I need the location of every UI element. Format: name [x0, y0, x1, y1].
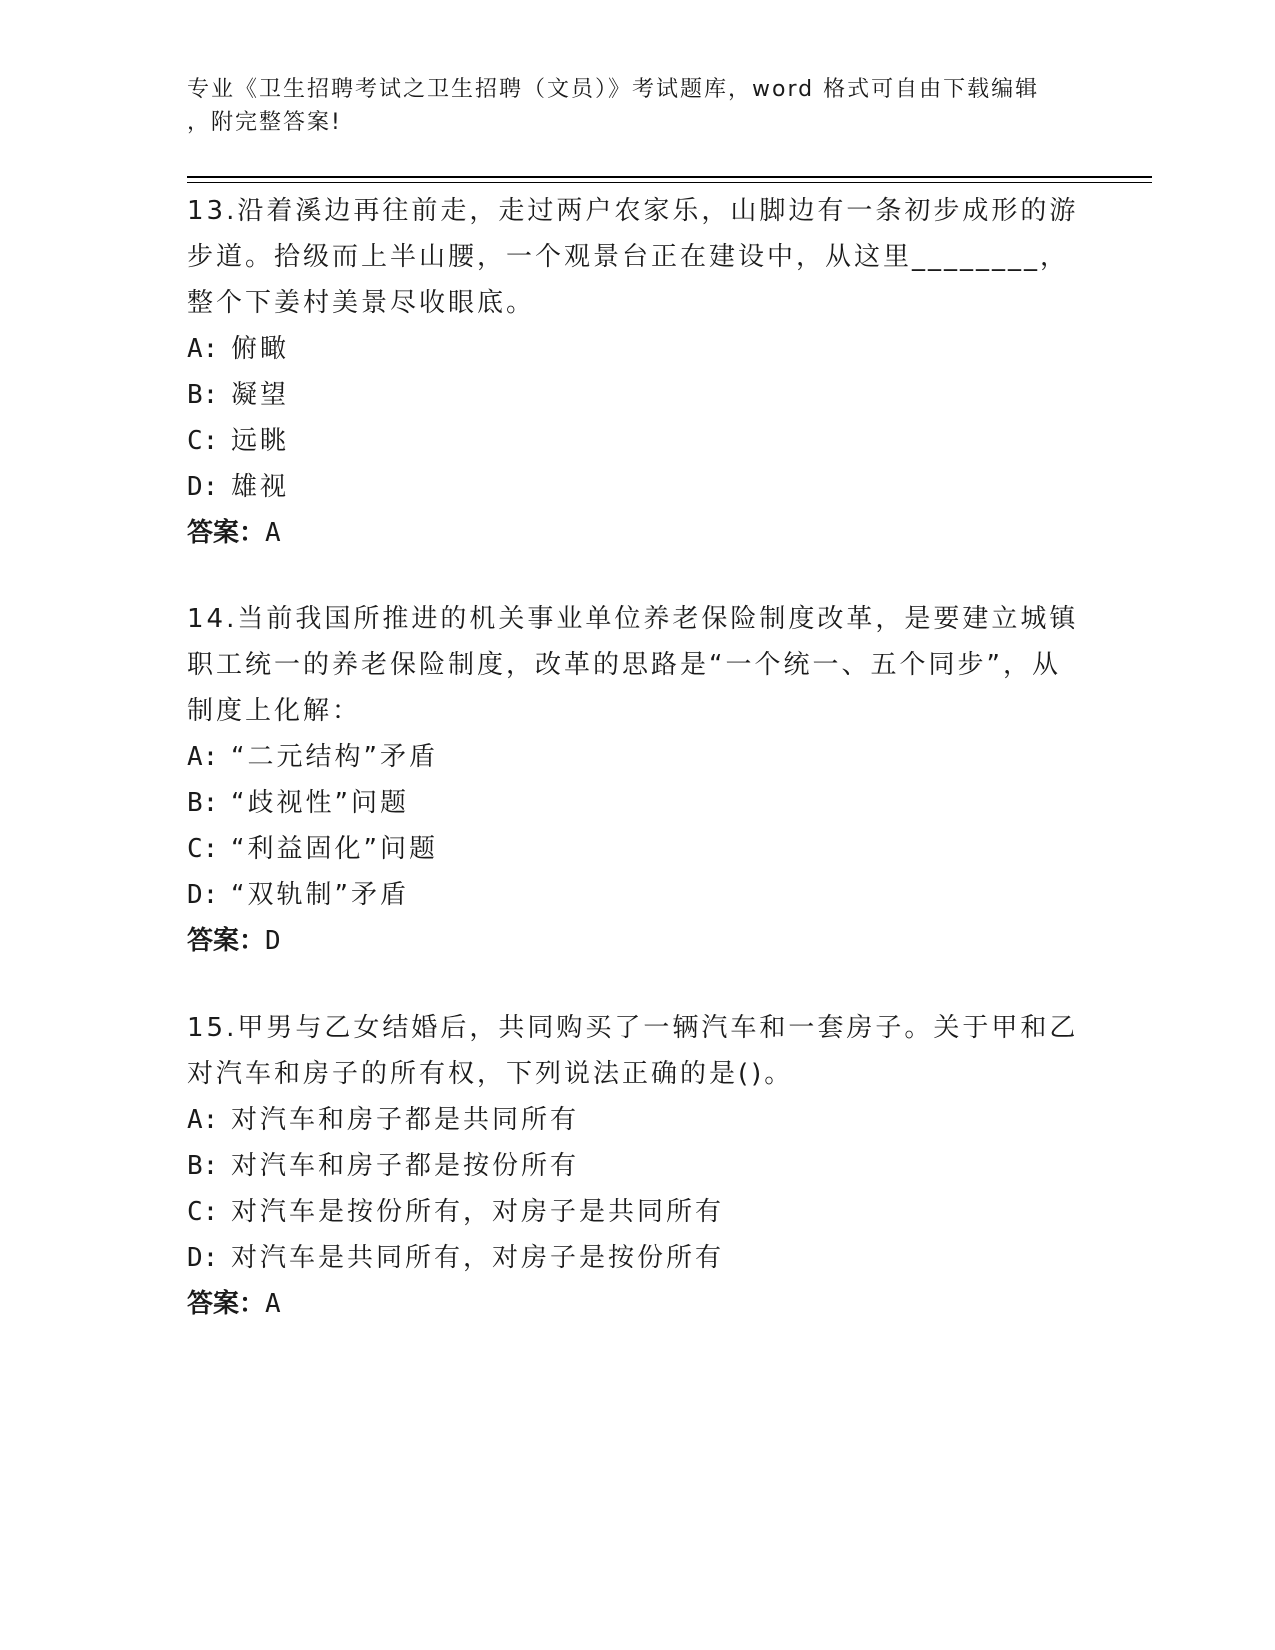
question-stem: 14.当前我国所推进的机关事业单位养老保险制度改革，是要建立城镇职工统一的养老保险制度，改革的思路是“一个统一、五个同步”，从制度上化解： [187, 604, 1079, 726]
option-key: B: [187, 788, 219, 818]
header-line-1: 专业《卫生招聘考试之卫生招聘（文员）》考试题库，word 格式可自由下载编辑 [187, 77, 1040, 102]
answer-line [187, 918, 1087, 964]
option-key: D: [187, 880, 219, 910]
option-key: C: [187, 834, 219, 864]
option-text: “双轨制”矛盾 [231, 880, 409, 910]
option-a [187, 326, 1087, 372]
option-text: 对汽车和房子都是按份所有 [231, 1151, 580, 1181]
option-d [187, 872, 1087, 918]
answer-value: D [265, 926, 281, 956]
question-15 [187, 1005, 1087, 1327]
question-stem: 13.沿着溪边再往前走，走过两户农家乐，山脚边有一条初步成形的游步道。拾级而上半山腰，一个观景台正在建设中，从这里________，整个下姜村美景尽收眼底。 [187, 196, 1079, 318]
option-text: “歧视性”问题 [231, 788, 409, 818]
question-stem: 15.甲男与乙女结婚后，共同购买了一辆汽车和一套房子。关于甲和乙对汽车和房子的所有权，下列说法正确的是()。 [187, 1013, 1079, 1089]
option-b [187, 372, 1087, 418]
header-line-2: ，附完整答案! [187, 110, 342, 135]
answer-line [187, 1281, 1087, 1327]
option-key: B: [187, 380, 219, 410]
option-key: A: [187, 334, 219, 364]
option-text: 对汽车和房子都是共同所有 [231, 1105, 580, 1135]
option-c [187, 418, 1087, 464]
option-text: 远眺 [231, 426, 290, 456]
answer-label: 答案： [187, 926, 266, 956]
option-d [187, 464, 1087, 510]
option-b [187, 1143, 1087, 1189]
document-header [187, 73, 1067, 139]
option-key: A: [187, 742, 219, 772]
question-13 [187, 188, 1087, 556]
answer-label: 答案： [187, 1289, 266, 1319]
answer-value: A [265, 518, 281, 548]
header-rule-thin [187, 182, 1152, 183]
header-rule-thick [187, 176, 1152, 178]
option-key: C: [187, 1197, 219, 1227]
option-text: 对汽车是按份所有，对房子是共同所有 [231, 1197, 725, 1227]
option-text: “二元结构”矛盾 [231, 742, 438, 772]
option-d [187, 1235, 1087, 1281]
answer-line [187, 510, 1087, 556]
option-c [187, 826, 1087, 872]
option-b [187, 780, 1087, 826]
answer-label: 答案： [187, 518, 266, 548]
question-14 [187, 596, 1087, 964]
option-text: “利益固化”问题 [231, 834, 438, 864]
option-text: 俯瞰 [231, 334, 290, 364]
option-key: B: [187, 1151, 219, 1181]
option-key: D: [187, 1243, 219, 1273]
option-key: A: [187, 1105, 219, 1135]
answer-value: A [265, 1289, 281, 1319]
option-text: 凝望 [231, 380, 290, 410]
option-a [187, 1097, 1087, 1143]
option-text: 对汽车是共同所有，对房子是按份所有 [231, 1243, 725, 1273]
option-key: D: [187, 472, 219, 502]
option-c [187, 1189, 1087, 1235]
option-a [187, 734, 1087, 780]
option-text: 雄视 [231, 472, 290, 502]
option-key: C: [187, 426, 219, 456]
